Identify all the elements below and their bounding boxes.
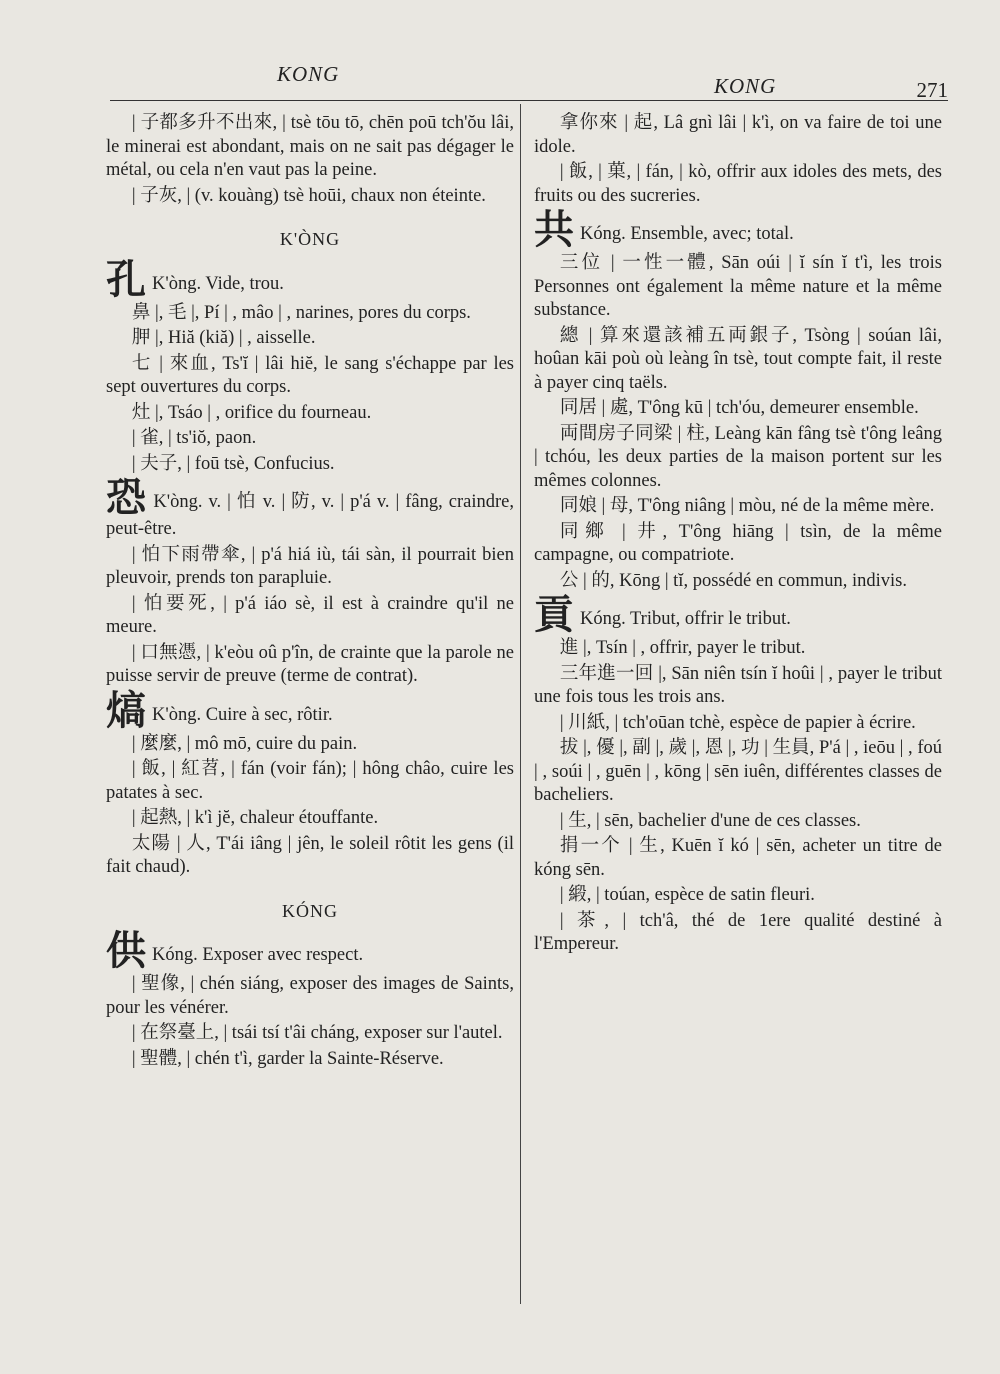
right-column [534,112,942,959]
compound-entry: | 起熱, | k'ì jĕ, chaleur étouffante. [131,808,379,828]
headword-character: 共 [534,207,574,253]
compound-entry: | 怕下雨帶傘, | p'á hiá iù, tái sàn, il pourrait bien pleuvoir, prends ton parapluie. [106,544,514,588]
entry-definition: K'òng. v. | 怕 v. | 防, v. | p'á v. | fâng, craindre, peut-être. [106,492,515,539]
running-head-left: KONG [277,62,340,86]
compound-entry: 進 |, Tsín | , offrir, payer le tribut. [559,638,806,658]
entry-definition: Kóng. Tribut, offrir le tribut. [580,609,791,629]
headword-character: 孔 [106,256,146,303]
headword-character: 恐 [106,475,148,521]
compound-entry: 同居 | 處, T'ông kū | tch'óu, demeurer ensemble. [559,398,919,418]
section-heading: KÓNG [282,900,338,921]
compound-entry: | 飯, | 紅苕, | fán (voir fán); | hông châo, cuire les patates à sec. [106,759,514,803]
compound-entry: | 夫子, | foū tsè, Confucius. [131,453,335,474]
headword-entry [534,207,942,253]
compound-entry: 三位 | 一性一體, Sān oúi | ĭ sín ĭ t'ì, les trois Personnes ont également la même nature et la même substance. [534,253,942,320]
headword-character: 貢 [534,592,574,638]
compound-entry: | 聖像, | chén siáng, exposer des images de Saints, pour les vénérer. [106,974,514,1018]
headword-character: 熇 [106,687,146,734]
compound-entry: | 麼麼, | mô mō, cuire du pain. [131,733,358,754]
compound-entry: | 川紙, | tch'oūan tchè, espèce de papier à écrire. [559,712,916,733]
compound-entry: 捐一个 | 生, Kuēn ĭ kó | sēn, acheter un titre de kóng sēn. [534,836,942,880]
compound-entry: | 怕要死, | p'á iáo sè, il est à craindre qu'il ne meure. [106,593,514,637]
page-number: 271 [916,78,948,102]
compound-entry: | 飯, | 菓, | fán, | kò, offrir aux idoles des mets, des fruits ou des sucreries. [534,162,942,206]
entry-definition: Kóng. Ensemble, avec; total. [580,224,794,244]
compound-entry: | 子灰, | (v. kouàng) tsè hoūi, chaux non éteinte. [131,185,486,206]
headword-entry [106,928,514,974]
headword-character: 供 [106,928,146,974]
compound-entry: 公 | 的, Kōng | tĭ, possédé en commun, indivis. [559,570,907,591]
left-column [106,112,514,1073]
compound-entry: 三年進一回 |, Sān niên tsín ĭ hoûi | , payer le tribut une fois tous les trois ans. [534,663,942,707]
compound-entry: 灶 |, Tsáo | , orifice du fourneau. [131,402,372,423]
compound-entry: 同娘 | 母, T'ông niâng | mòu, né de la même mère. [559,496,935,516]
headword-entry [534,592,942,638]
compound-entry: | 子都多升不出來, | tsè tōu tō, chēn poū tch'ŏu lâi, le minerai est abondant, mais on ne sait pas dégager le métal, ou cela n'en vaut pas la peine. [106,113,514,180]
compound-entry: 七 | 來血, Ts'ĭ | lâi hiĕ, le sang s'échappe par les sept ouvertures du corps. [106,353,514,397]
compound-entry: | 聖體, | chén t'ì, garder la Sainte-Réserve. [131,1048,444,1069]
compound-entry: 鼻 |, 毛 |, Pí | , mâo | , narines, pores du corps. [131,302,471,323]
compound-entry: | 在祭臺上, | tsái tsí t'âi cháng, exposer sur l'autel. [131,1023,503,1043]
entry-definition: K'òng. Cuire à sec, rôtir. [152,704,333,725]
entry-definition: Kóng. Exposer avec respect. [152,945,364,965]
headword-entry [106,687,514,734]
compound-entry: | 口無憑, | k'eòu oû p'în, de crainte que la parole ne puisse servir de preuve (terme de contrat). [106,642,514,686]
entry-definition: K'òng. Vide, trou. [152,273,284,294]
compound-entry: | 雀, | ts'iŏ, paon. [131,428,257,448]
compound-entry: 拔 |, 優 |, 副 |, 歲 |, 恩 |, 功 | 生員, P'á | , ieōu | , foú | , soúi | , guēn | , kōng | sēn iuên, différentes classes de bacheliers. [534,738,942,805]
compound-entry: 胛 |, Hiă (kiă) | , aisselle. [131,328,316,348]
compound-entry: | 茶, | tch'â, thé de 1ere qualité destiné à l'Empereur. [534,910,942,954]
compound-entry: 總 | 算來還該補五両銀子, Tsòng | soúan lâi, hoûan kāi poù où leàng în tsè, tout compte fait, il reste à payer cinq taëls. [534,325,942,393]
compound-entry: 両間房子同梁 | 柱, Leàng kān fâng tsè t'ông leâng | tchóu, les deux parties de la maison portent sur les mêmes colonnes. [534,423,942,491]
compound-entry: 太陽 | 人, T'ái iâng | jên, le soleil rôtit les gens (il fait chaud). [106,833,514,877]
column-divider [520,104,521,1304]
headword-entry [106,475,515,542]
compound-entry: 拿你來 | 起, Lâ gnì lâi | k'ì, on va faire de toi une idole. [534,113,942,157]
compound-entry: | 生, | sēn, bachelier d'une de ces classes. [559,810,861,831]
compound-entry: 同鄉 | 井, T'ông hiāng | tsìn, de la même campagne, ou compatriote. [534,521,942,565]
header-rule [110,100,948,101]
headword-entry [106,256,514,303]
compound-entry: | 緞, | toúan, espèce de satin fleuri. [559,885,815,905]
running-head-right: KONG [714,74,777,98]
section-heading: K'ÒNG [279,229,341,249]
